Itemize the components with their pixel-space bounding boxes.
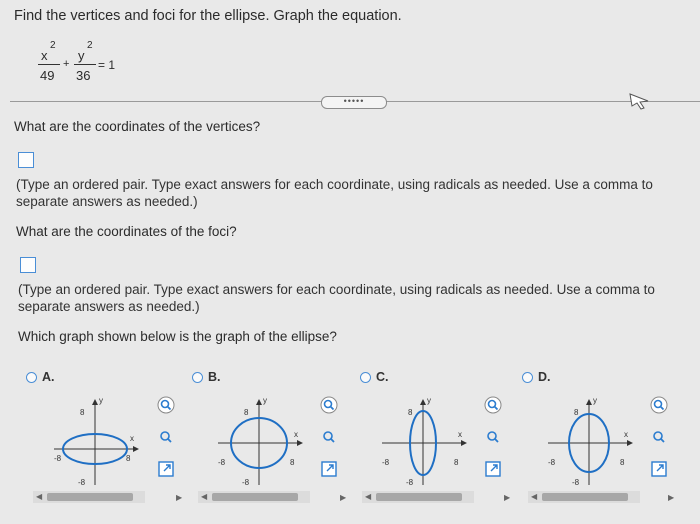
y-top-tick: 8 xyxy=(80,408,85,417)
vertices-hint-line1: (Type an ordered pair. Type exact answers for each coordinate, using radicals as needed. Use a comma to xyxy=(16,177,653,192)
option-a-label: A. xyxy=(42,370,55,384)
option-d-radio[interactable] xyxy=(522,372,533,383)
term1-numerator: x xyxy=(41,48,48,63)
x-axis-label: x xyxy=(458,430,462,439)
x-left-tick: -8 xyxy=(382,458,390,467)
scroll-left-icon[interactable]: ◀ xyxy=(365,492,372,501)
zoom-out-icon[interactable] xyxy=(484,428,502,446)
option-a-graph xyxy=(50,393,140,485)
y-top-tick: 8 xyxy=(408,408,413,417)
x-right-tick: 8 xyxy=(454,458,459,467)
graph-question: Which graph shown below is the graph of the ellipse? xyxy=(18,329,337,344)
zoom-in-icon[interactable] xyxy=(320,396,338,414)
term2-exponent: 2 xyxy=(87,40,93,51)
foci-hint-line2: separate answers as needed.) xyxy=(18,299,200,314)
y-top-tick: 8 xyxy=(244,408,249,417)
scroll-thumb[interactable] xyxy=(212,493,298,501)
x-arrow-icon xyxy=(461,440,467,446)
y-arrow-icon xyxy=(92,399,98,405)
scroll-right-icon[interactable]: ▶ xyxy=(668,493,675,502)
option-d-graph xyxy=(544,393,634,485)
term1-fraction-bar xyxy=(38,64,60,65)
x-arrow-icon xyxy=(133,446,139,452)
vertices-hint-line2: separate answers as needed.) xyxy=(16,194,198,209)
scroll-left-icon[interactable]: ◀ xyxy=(36,492,43,501)
mouse-cursor-icon xyxy=(628,92,650,110)
option-c-radio[interactable] xyxy=(360,372,371,383)
zoom-out-icon[interactable] xyxy=(157,428,175,446)
zoom-in-icon[interactable] xyxy=(650,396,668,414)
y-bottom-tick: -8 xyxy=(242,478,250,485)
x-left-tick: -8 xyxy=(54,454,62,463)
expand-graph-icon[interactable] xyxy=(320,460,338,478)
x-arrow-icon xyxy=(627,440,633,446)
option-d-scrollbar[interactable] xyxy=(528,491,640,503)
scroll-left-icon[interactable]: ◀ xyxy=(531,492,538,501)
y-arrow-icon xyxy=(256,399,262,405)
foci-question: What are the coordinates of the foci? xyxy=(16,224,237,239)
scroll-left-icon[interactable]: ◀ xyxy=(201,492,208,501)
zoom-out-icon[interactable] xyxy=(650,428,668,446)
option-b-label: B. xyxy=(208,370,221,384)
x-left-tick: -8 xyxy=(218,458,226,467)
zoom-in-icon[interactable] xyxy=(157,396,175,414)
x-axis-label: x xyxy=(294,430,298,439)
expand-graph-icon[interactable] xyxy=(650,460,668,478)
option-a-radio[interactable] xyxy=(26,372,37,383)
x-right-tick: 8 xyxy=(620,458,625,467)
equals-one: = 1 xyxy=(98,58,116,72)
term2-numerator: y xyxy=(78,48,85,63)
x-left-tick: -8 xyxy=(548,458,556,467)
y-bottom-tick: -8 xyxy=(572,478,580,485)
y-arrow-icon xyxy=(586,399,592,405)
x-right-tick: 8 xyxy=(290,458,295,467)
expand-graph-icon[interactable] xyxy=(484,460,502,478)
option-a-scrollbar[interactable] xyxy=(33,491,145,503)
y-axis-label: y xyxy=(99,396,103,405)
x-axis-label: x xyxy=(130,434,134,443)
y-axis-label: y xyxy=(593,396,597,405)
scroll-right-icon[interactable]: ▶ xyxy=(340,493,347,502)
y-axis-label: y xyxy=(427,396,431,405)
scroll-thumb[interactable] xyxy=(542,493,628,501)
option-b-graph xyxy=(214,393,304,485)
term2-denominator: 36 xyxy=(76,68,91,83)
vertices-question: What are the coordinates of the vertices? xyxy=(14,119,261,134)
option-c-scrollbar[interactable] xyxy=(362,491,474,503)
plus-sign: + xyxy=(63,58,70,70)
foci-hint xyxy=(18,281,655,315)
option-c-label: C. xyxy=(376,370,389,384)
zoom-out-icon[interactable] xyxy=(320,428,338,446)
expand-graph-icon[interactable] xyxy=(157,460,175,478)
scroll-right-icon[interactable]: ▶ xyxy=(176,493,183,502)
vertices-answer-input[interactable] xyxy=(18,152,34,168)
term1-denominator: 49 xyxy=(40,68,55,83)
term2-fraction-bar xyxy=(74,64,96,65)
term1-exponent: 2 xyxy=(50,40,56,51)
y-bottom-tick: -8 xyxy=(78,478,86,485)
question-prompt: Find the vertices and foci for the ellipse. Graph the equation. xyxy=(14,8,402,24)
option-b-scrollbar[interactable] xyxy=(198,491,310,503)
foci-hint-line1: (Type an ordered pair. Type exact answers for each coordinate, using radicals as needed. Use a comma to xyxy=(18,282,655,297)
vertices-hint xyxy=(16,176,653,210)
x-arrow-icon xyxy=(297,440,303,446)
scroll-thumb[interactable] xyxy=(376,493,462,501)
option-b-radio[interactable] xyxy=(192,372,203,383)
option-c-graph xyxy=(378,393,468,485)
y-axis-label: y xyxy=(263,396,267,405)
expand-toggle-button[interactable]: ••••• xyxy=(321,96,387,109)
scroll-right-icon[interactable]: ▶ xyxy=(504,493,511,502)
x-axis-label: x xyxy=(624,430,628,439)
foci-answer-input[interactable] xyxy=(20,257,36,273)
y-arrow-icon xyxy=(420,399,426,405)
y-top-tick: 8 xyxy=(574,408,579,417)
zoom-in-icon[interactable] xyxy=(484,396,502,414)
option-d-label: D. xyxy=(538,370,551,384)
y-bottom-tick: -8 xyxy=(406,478,414,485)
x-right-tick: 8 xyxy=(126,454,131,463)
scroll-thumb[interactable] xyxy=(47,493,133,501)
